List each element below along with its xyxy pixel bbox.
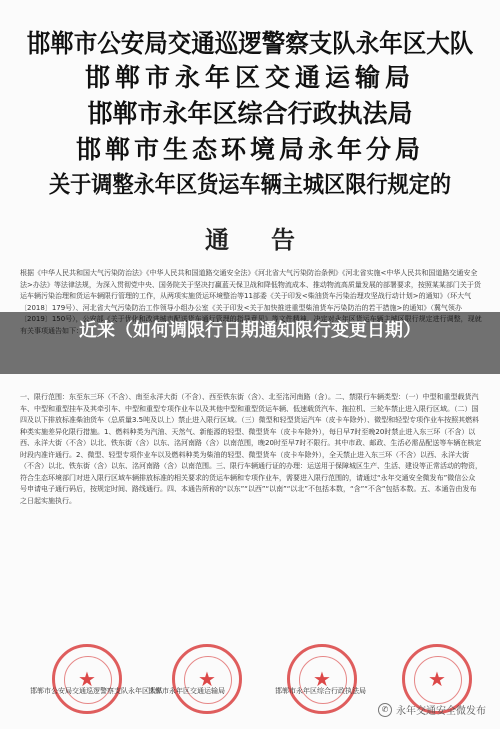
- header-line-3: 邯郸市永年区综合行政执法局: [87, 99, 413, 128]
- document-title: 通告: [205, 225, 337, 254]
- wechat-icon: ✆: [378, 703, 392, 717]
- overlay-title: 近来（如何调限行日期通知限行变更日期）: [79, 320, 421, 341]
- watermark-text: 永年交通安全微发布: [396, 706, 486, 717]
- seal-star-icon: ★: [198, 667, 216, 691]
- official-seal: [287, 644, 357, 714]
- signature-3: 邯郸市永年区综合行政执法局: [275, 687, 366, 695]
- sections-text: 一、限行范围：东至东三环（不含）、南至永洋大街（不含）、西至铁东街（含）、北至洺河南路（含）。二、禁限行车辆类型：（一）中型和重型载货汽车、中型和重型挂车及其牵引车、中型和重型专项作业车以及其他中型和重型货运车辆、低速载货汽车、拖拉机、三轮车禁止进入限行区域。（二）国四及以下排放标准柴油货车（总质量3.5吨及以上）禁止进入限行区域。（三）微型和轻型货运汽车（皮卡车除外）、微型和轻型专项作业车按照其燃料种类实施差异化限行措施。1、燃料种类为汽油、天然气、新能源的轻型、微型货车（皮卡车除外），每日早7时至晚20时禁止进入东三环（不含）以西、永洋大街（不含）以北、铁东街（含）以东、洺河南路（含）以南范围，晚20时至早7时不限行。其中市政、邮政、生活必需品配送等车辆在核定时段内准许通行。2、微型、轻型专项作业车以及燃料种类为柴油的轻型、微型货车（皮卡车除外），全天禁止进入东三环（不含）以西、永洋大街（不含）以北、铁东街（含）以东、洺河南路（含）以南范围。三、限行车辆通行证的办理：运送用于保障城区生产、生活、建设等正常活动的物资，符合生态环境部门对进入限行区域车辆排放标准的相关要求的货运车辆和专项作业车，需要进入限行范围的，请通过“永年交通安全微发布”微信公众号申请电子通行码后，按规定时间、路线通行。四、本通告所称的“以东”“以西”“以南”“以北”不包括本数，“含”“不含”包括本数。五、本通告由发布之日起实施执行。: [20, 393, 482, 505]
- header-line-4: 邯郸市生态环境局永年分局: [75, 135, 424, 164]
- seal-star-icon: ★: [428, 667, 446, 691]
- header-line-2: 邯郸市永年区交通运输局: [84, 63, 415, 92]
- intro-text: 根据《中华人民共和国大气污染防治法》《中华人民共和国道路交通安全法》《河北省大气污染防治条例》《河北省实施<中华人民共和国道路交通安全法>办法》等法律法规，为深入贯彻党中央、国务院关于坚决打赢蓝天保卫战和降低物流成本、推动物流高质量发展的部署要求，按照某某部门关于货运车辆污染治理和货运车辆限行管理的工作，从两项实施货运环境整治等11部委《关于印发<柴油货车污染治理攻坚战行动计划>的通知》（环大气〔2018〕179号）、河北省大气污染防治工作领导小组办公室《关于印发<关于加快推进重型柴油货车污染防治的若干措施>的通知》（冀气领办: [20, 269, 481, 312]
- official-seal: [172, 644, 242, 714]
- header-line-1: 邯郸市公安局交通巡逻警察支队永年区大队: [26, 29, 474, 58]
- watermark: [378, 702, 486, 717]
- header-line-5: 关于调整永年区货运车辆主城区限行规定的: [48, 171, 452, 198]
- seal-star-icon: ★: [313, 667, 331, 691]
- official-seal: [52, 644, 122, 714]
- signature-1: 邯郸市公安局交通巡逻警察支队永年区大队: [30, 687, 163, 695]
- signature-2: 邯郸市永年区交通运输局: [148, 687, 225, 695]
- seal-star-icon: ★: [78, 667, 96, 691]
- sections-paragraph: [20, 392, 482, 507]
